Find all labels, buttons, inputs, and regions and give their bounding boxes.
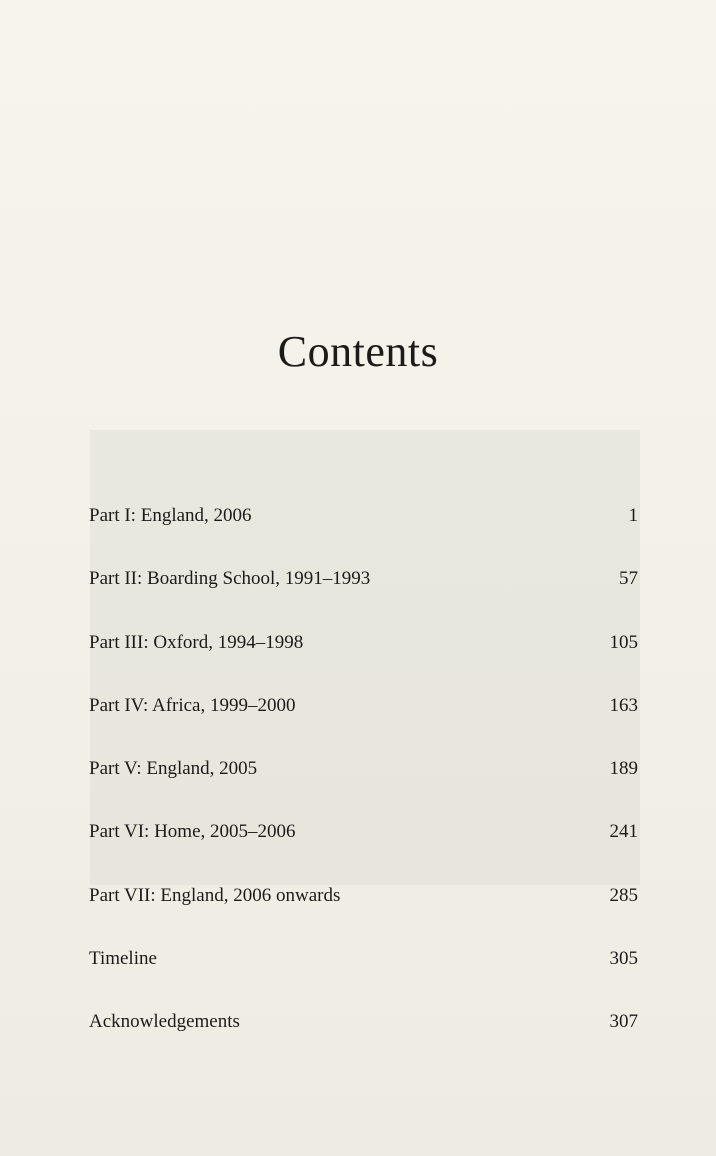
toc-entry [89, 812, 638, 875]
toc-entry-label: Part V: England, 2005 [89, 758, 258, 780]
toc-entry-page: 1 [628, 505, 638, 526]
toc-entry-label: Timeline [89, 948, 157, 970]
toc-entry-page: 307 [609, 1011, 638, 1033]
toc-entry-label: Part III: Oxford, 1994–1998 [89, 631, 304, 653]
toc-entry-page: 57 [619, 568, 638, 590]
toc-entry-page: 241 [609, 821, 638, 843]
table-of-contents [89, 496, 638, 1066]
toc-entry [89, 623, 638, 686]
toc-entry [89, 496, 638, 559]
toc-entry-label: Acknowledgements [89, 1011, 240, 1033]
toc-entry [89, 686, 638, 749]
toc-entry [89, 559, 638, 622]
toc-entry-page: 285 [609, 884, 638, 906]
toc-entry [89, 876, 638, 939]
toc-entry-label: Part I: England, 2006 [89, 505, 252, 526]
toc-entry-label: Part II: Boarding School, 1991–1993 [89, 568, 371, 590]
toc-entry-label: Part IV: Africa, 1999–2000 [89, 694, 296, 716]
toc-entry-label: Part VI: Home, 2005–2006 [89, 821, 296, 843]
toc-entry-page: 189 [609, 758, 638, 780]
toc-entry [89, 749, 638, 812]
toc-entry [89, 939, 638, 1002]
toc-entry-page: 163 [609, 694, 638, 716]
toc-entry-page: 305 [609, 948, 638, 970]
toc-entry-page: 105 [609, 631, 638, 653]
toc-entry-label: Part VII: England, 2006 onwards [89, 884, 341, 906]
contents-title: Contents [277, 327, 439, 376]
toc-entry [89, 1002, 638, 1065]
